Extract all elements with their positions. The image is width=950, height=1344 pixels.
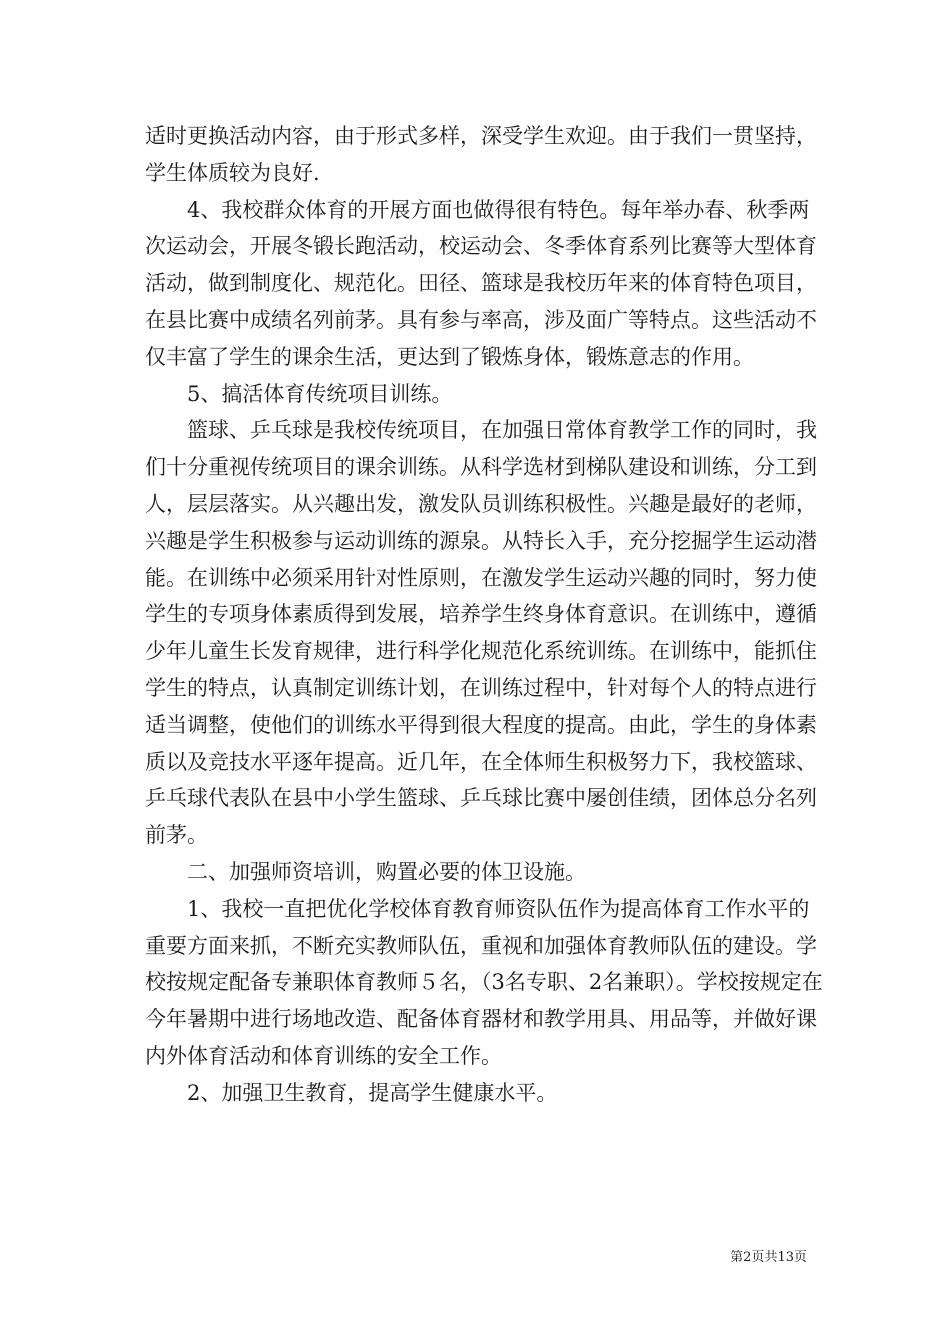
document-body bbox=[145, 118, 825, 1112]
paragraph-traditional-training: 篮球、乒乓球是我校传统项目，在加强日常体育教学工作的同时，我们十分重视传统项目的课余训练。从科学选材到梯队建设和训练，分工到人，层层落实。从兴趣出发，激发队员训练积极性。兴趣是最好的老师，兴趣是学生积极参与运动训练的源泉。从特长入手，充分挖掘学生运动潜能。在训练中必须采用针对性原则，在激发学生运动兴趣的同时，努力使学生的专项身体素质得到发展，培养学生终身体育意识。在训练中，遵循少年儿童生长发育规律，进行科学化规范化系统训练。在训练中，能抓住学生的特点，认真制定训练计划，在训练过程中，针对每个人的特点进行适当调整，使他们的训练水平得到很大程度的提高。由此，学生的身体素质以及竞技水平逐年提高。近几年，在全体师生积极努力下，我校篮球、乒乓球代表队在县中小学生篮球、乒乓球比赛中屡创佳绩，团体总分名列前茅。 bbox=[145, 418, 817, 848]
paragraph-teacher-staffing: 1、我校一直把优化学校体育教育师资队伍作为提高体育工作水平的重要方面来抓，不断充实教师队伍，重视和加强体育教师队伍的建设。学校按规定配备专兼职体育教师５名，（3名专职、2名兼职）。学校按规定在今年暑期中进行场地改造、配备体育器材和教学用具、用品等，并做好课内外体育活动和体育训练的安全工作。 bbox=[145, 896, 823, 1068]
section-heading-teacher-training: 二、加强师资培训，购置必要的体卫设施。 bbox=[187, 859, 586, 884]
paragraph-mass-sports: 4、我校群众体育的开展方面也做得很有特色。每年举办春、秋季两次运动会，开展冬锻长跑活动，校运动会、冬季体育系列比赛等大型体育活动，做到制度化、规范化。田径、篮球是我校历年来的体育特色项目，在县比赛中成绩名列前茅。具有参与率高，涉及面广等特点。这些活动不仅丰富了学生的课余生活，更达到了锻炼身体，锻炼意志的作用。 bbox=[145, 197, 817, 369]
page-number-footer: 第2页共13页 bbox=[730, 1250, 807, 1265]
paragraph-heading-health-education: 2、加强卫生教育，提高学生健康水平。 bbox=[187, 1080, 558, 1105]
paragraph-heading-traditional-training: 5、搞活体育传统项目训练。 bbox=[187, 381, 453, 406]
paragraph-continuation: 适时更换活动内容，由于形式多样，深受学生欢迎。由于我们一贯坚持，学生体质较为良好. bbox=[145, 124, 817, 185]
